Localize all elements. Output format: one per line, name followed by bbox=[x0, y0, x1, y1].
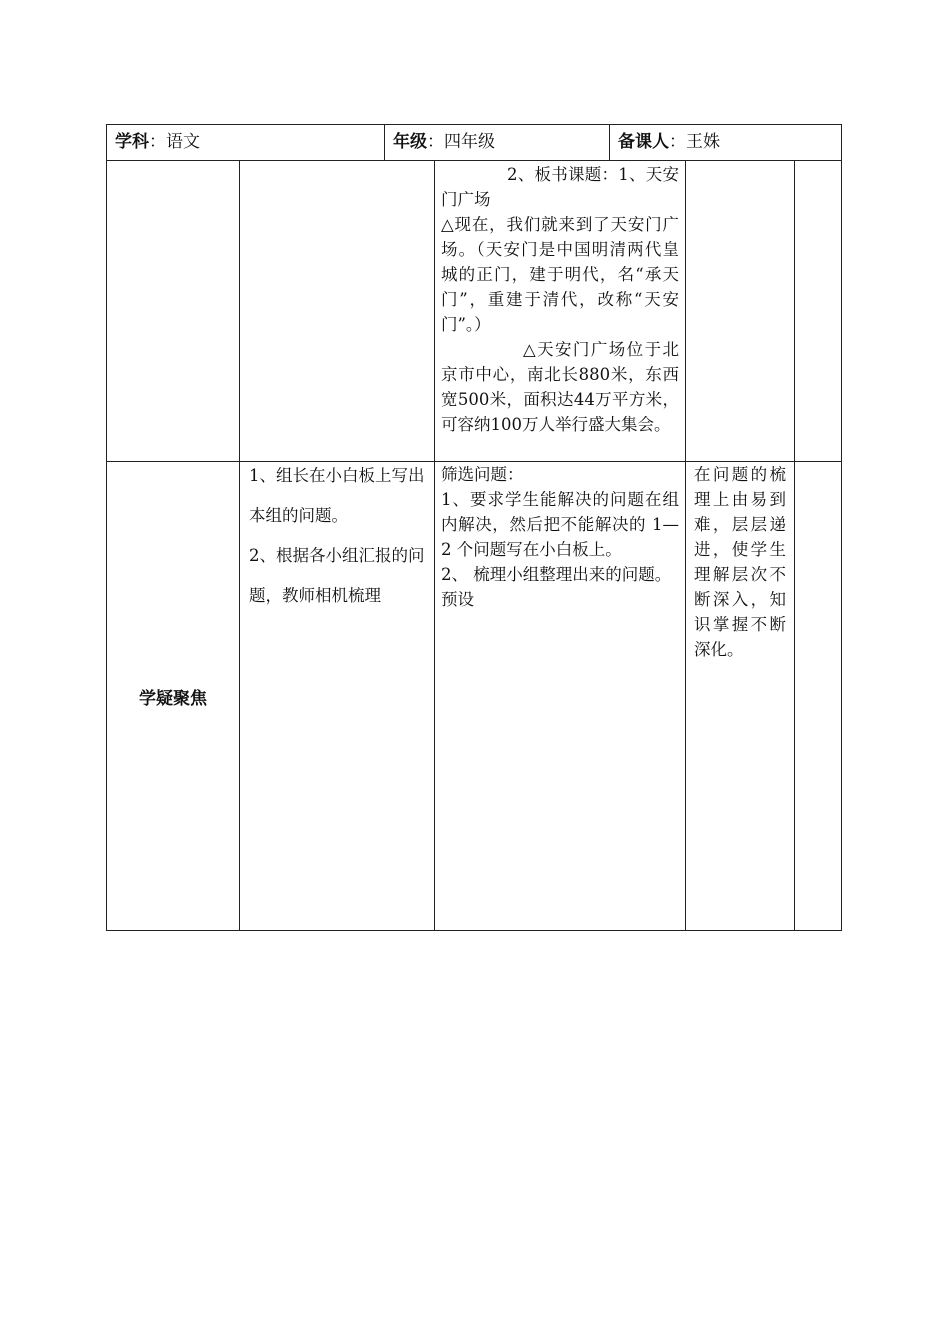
teacher-label: 备课人 bbox=[618, 132, 669, 152]
tiananmen-intro-text: △现在，我们就来到了天安门广场。（天安门是中国明清两代皇城的正门，建于明代，名“承天门”，重建于清代，改称“天安门”。） bbox=[441, 215, 679, 334]
preset-text: 预设 bbox=[441, 590, 474, 609]
grade-value: 四年级 bbox=[444, 132, 495, 152]
row2-intent-cell bbox=[685, 461, 795, 931]
tiananmen-square-text: △天安门广场位于北京市中心，南北长880米，东西宽500米，面积达44万平方米，可容纳100万人举行盛大集会。 bbox=[441, 340, 679, 434]
teacher-separator: ： bbox=[669, 132, 686, 152]
row1-activity-cell bbox=[239, 160, 435, 462]
row2-notes-cell bbox=[794, 461, 842, 931]
row1-label-cell bbox=[106, 160, 240, 462]
grade-label: 年级 bbox=[393, 132, 427, 152]
teacher-value: 王姝 bbox=[686, 132, 720, 152]
filter-questions-title: 筛选问题： bbox=[441, 465, 524, 484]
subject-separator: ： bbox=[149, 132, 166, 152]
header-subject-cell bbox=[106, 124, 385, 161]
subject-value: 语文 bbox=[166, 132, 200, 152]
subject-label: 学科 bbox=[115, 132, 149, 152]
row2-activity-cell bbox=[239, 461, 435, 931]
row1-notes-cell bbox=[794, 160, 842, 462]
row1-content-cell bbox=[434, 160, 686, 462]
grade-separator: ： bbox=[427, 132, 444, 152]
filter-step-2: 2、 梳理小组整理出来的问题。 bbox=[441, 565, 672, 584]
blackboard-title-text: 2、板书课题：1、天安门广场 bbox=[441, 165, 679, 209]
row1-intent-cell bbox=[685, 160, 795, 462]
student-activity-1: 1、组长在小白板上写出本组的问题。 bbox=[249, 466, 425, 525]
filter-step-1: 1、要求学生能解决的问题在组内解决，然后把不能解决的 1—2 个问题写在小白板上。 bbox=[441, 490, 679, 559]
row2-content-cell bbox=[434, 461, 686, 931]
header-teacher-cell bbox=[609, 124, 842, 161]
row2-label-cell bbox=[106, 461, 240, 931]
header-grade-cell bbox=[384, 124, 610, 161]
section-label-xueyi-jujiao: 学疑聚焦 bbox=[139, 689, 207, 709]
student-activity-2: 2、根据各小组汇报的问题，教师相机梳理 bbox=[249, 546, 425, 605]
design-intent-text: 在问题的梳理上由易到难，层层递进，使学生理解层次不断深入，知识掌握不断深化。 bbox=[694, 465, 786, 659]
